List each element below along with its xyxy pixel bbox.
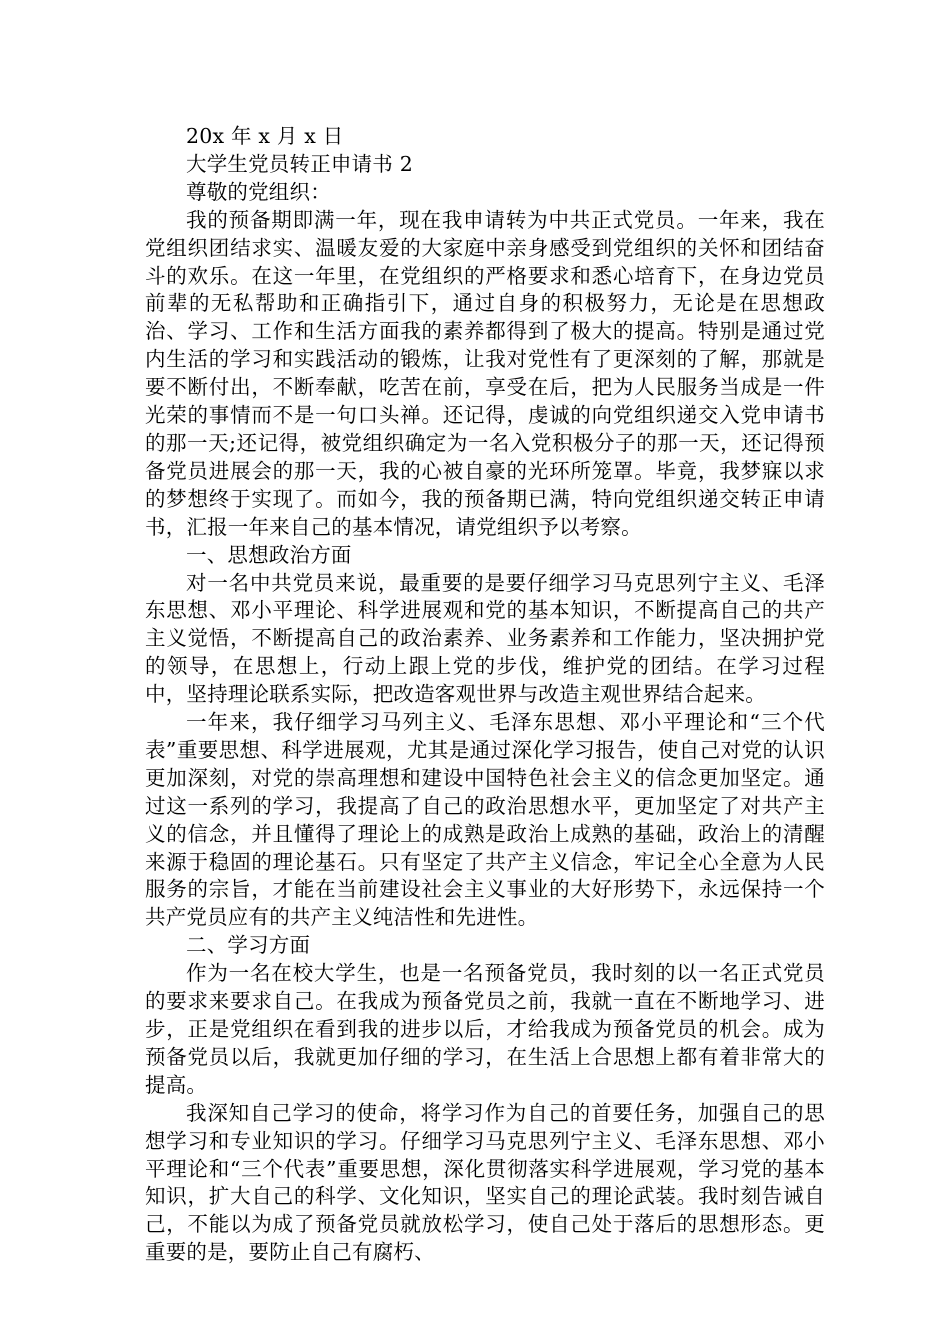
document-title: 大学生党员转正申请书 2: [186, 151, 413, 176]
paragraph-study-1: 作为一名在校大学生，也是一名预备党员，我时刻的以一名正式党员的要求来要求自己。在我成为预备党员之前，我就一直在不断地学习、进步，正是党组织在看到我的进步以后，才给我成为预备党员的机会。成为预备党员以后，我就更加仔细的学习，在生活上合思想上都有着非常大的提高。: [145, 961, 825, 1097]
paragraph-study-2: 我深知自己学习的使命，将学习作为自己的首要任务，加强自己的思想学习和专业知识的学习。仔细学习马克思列宁主义、毛泽东思想、邓小平理论和“三个代表”重要思想，深化贯彻落实科学进展观，学习党的基本知识，扩大自己的科学、文化知识，坚实自己的理论武装。我时刻告诫自己，不能以为成了预备党员就放松学习，使自己处于落后的思想形态。更重要的是，要防止自己有腐朽、: [145, 1100, 825, 1265]
section-heading-study: 二、学习方面: [186, 933, 311, 958]
document-body: [145, 123, 825, 1267]
paragraph-politics-1: 对一名中共党员来说，最重要的是要仔细学习马克思列宁主义、毛泽东思想、邓小平理论、科学进展观和党的基本知识，不断提高自己的共产主义觉悟，不断提高自己的政治素养、业务素养和工作能力，坚决拥护党的领导，在思想上，行动上跟上党的步伐，维护党的团结。在学习过程中，坚持理论联系实际，把改造客观世界与改造主观世界结合起来。: [145, 570, 825, 707]
paragraph-politics-2: 一年来，我仔细学习马列主义、毛泽东思想、邓小平理论和“三个代表”重要思想、科学进展观，尤其是通过深化学习报告，使自己对党的认识更加深刻，对党的崇高理想和建设中国特色社会主义的信念更加坚定。通过这一系列的学习，我提高了自己的政治思想水平，更加坚定了对共产主义的信念，并且懂得了理论上的成熟是政治上成熟的基础，政治上的清醒来源于稳固的理论基石。只有坚定了共产主义信念，牢记全心全意为人民服务的宗旨，才能在当前建设社会主义事业的大好形势下，永远保持一个共产党员应有的共产主义纯洁性和先进性。: [145, 710, 825, 930]
section-heading-politics: 一、思想政治方面: [186, 542, 352, 567]
paragraph-intro: 我的预备期即满一年，现在我申请转为中共正式党员。一年来，我在党组织团结求实、温暖友爱的大家庭中亲身感受到党组织的关怀和团结奋斗的欢乐。在这一年里，在党组织的严格要求和悉心培育下，在身边党员前辈的无私帮助和正确指引下，通过自身的积极努力，无论是在思想政治、学习、工作和生活方面我的素养都得到了极大的提高。特别是通过党内生活的学习和实践活动的锻炼，让我对党性有了更深刻的了解，那就是要不断付出，不断奉献，吃苦在前，享受在后，把为人民服务当成是一件光荣的事情而不是一句口头禅。还记得，虔诚的向党组织递交入党申请书的那一天;还记得，被党组织确定为一名入党积极分子的那一天，还记得预备党员进展会的那一天，我的心被自豪的光环所笼罩。毕竟，我梦寐以求的梦想终于实现了。而如今，我的预备期已满，特向党组织递交转正申请书，汇报一年来自己的基本情况，请党组织予以考察。: [145, 207, 825, 539]
salutation: 尊敬的党组织：: [186, 179, 331, 204]
document-date: 20x 年 x 月 x 日: [186, 124, 344, 148]
